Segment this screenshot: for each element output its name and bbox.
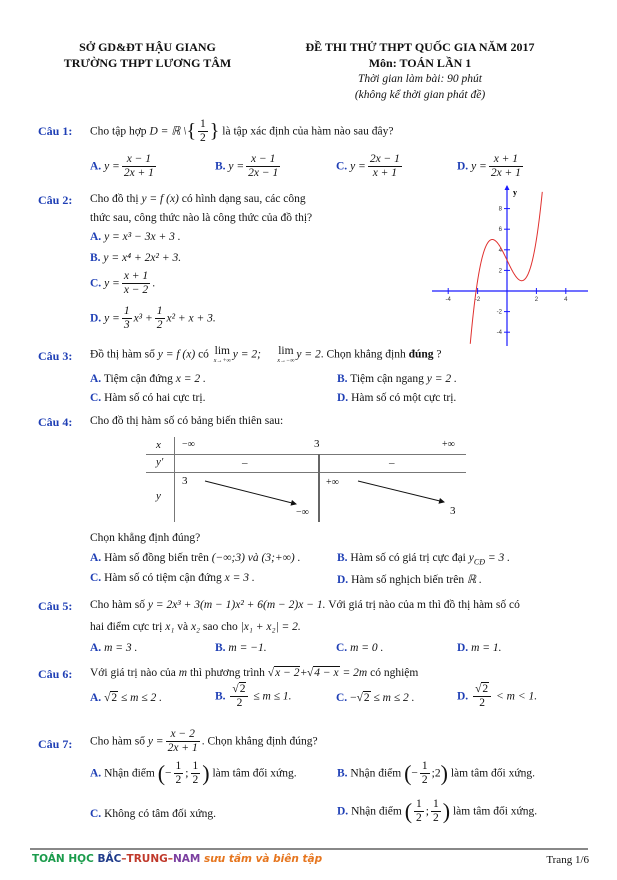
page-number: Trang 1/6: [546, 854, 589, 866]
option-text-pre: Nhận điểm: [351, 805, 402, 818]
option-text: Tiệm cận đứng: [103, 373, 173, 385]
variation-table: [146, 437, 466, 522]
option-lhs: y =: [104, 277, 120, 290]
option-expr: (−∞;3) và (3;+∞) .: [211, 552, 301, 564]
frac-num: √2: [473, 683, 491, 697]
option-tail: x² + x + 3.: [166, 312, 216, 325]
q2-option-b[interactable]: [90, 252, 181, 264]
option-letter: D.: [337, 574, 349, 586]
frac-den: 2: [192, 774, 199, 787]
q3-text-end: ?: [436, 348, 442, 361]
school-name: TRƯỜNG THPT LƯƠNG TÂM: [63, 56, 232, 70]
option-frac-1: [122, 305, 132, 332]
option-lhs: y =: [228, 160, 245, 173]
option-text: Hàm số có tiệm cận đứng: [104, 572, 222, 584]
option-tail: ≤ m ≤ 2 .: [373, 692, 415, 704]
q6-option-b[interactable]: [215, 683, 292, 710]
q2-option-a[interactable]: [90, 231, 181, 243]
option-expr: x = 2 .: [175, 373, 206, 385]
frac-den: 2: [433, 812, 439, 825]
frac-num: 1: [431, 798, 441, 812]
q5-x1: x₁: [165, 621, 175, 633]
table-row-x-label: x: [156, 439, 161, 451]
frac-num: 1: [174, 760, 184, 774]
option-expr: m = 1.: [471, 642, 502, 654]
lim-rhs: y = 2;: [232, 348, 261, 361]
q1-frac-num: 1: [198, 118, 208, 132]
question-2-line2: thức sau, công thức nào là công thức của đồ thị?: [90, 212, 313, 224]
exam-duration: Thời gian làm bài: 90 phút: [357, 73, 483, 85]
paren-close: ): [442, 798, 451, 824]
q1-option-c[interactable]: [336, 153, 404, 180]
point-sign: −: [165, 767, 172, 780]
q7-option-d[interactable]: D. Nhận điểm ( $\frac{1}{2}$ ; $\frac{1}{2}$ ) làm tâm đối xứng.: [337, 798, 538, 825]
q1-text-pre: Cho tập hợp: [90, 125, 147, 138]
paren-open: (: [404, 760, 412, 786]
option-text: Hàm số nghịch biến trên: [351, 574, 465, 586]
option-letter: B.: [90, 252, 101, 264]
option-letter: D.: [457, 690, 469, 703]
q3-option-c[interactable]: [90, 392, 205, 404]
frac-den: 2x + 1: [123, 167, 154, 180]
lim-sub: x→+∞: [213, 357, 231, 364]
q6-text-post: có nghiệm: [370, 667, 419, 679]
point-x-frac: [420, 760, 430, 787]
q5-expr: y = 2x³ + 3(m − 1)x² + 6(m − 2)x − 1.: [147, 599, 326, 611]
paren-open: (: [404, 798, 413, 824]
option-frac: [122, 270, 150, 297]
exam-note: (không kể thời gian phát đề): [354, 89, 486, 101]
option-expr: m = −1.: [228, 642, 267, 654]
option-expr: x = 3 .: [224, 572, 255, 584]
lim-word: lim: [278, 345, 294, 357]
q4-option-a[interactable]: [90, 552, 300, 564]
frac-num: 1: [191, 760, 201, 774]
q1-set-expr: D = ℝ \: [149, 125, 187, 138]
option-tail: ≤ m ≤ 1.: [253, 690, 292, 703]
school-header: [60, 39, 235, 71]
question-4-prompt: Chọn khẳng định đúng?: [90, 532, 201, 544]
option-letter: C.: [336, 642, 348, 654]
arrow-decreasing-1: [205, 481, 296, 504]
option-frac: [122, 153, 156, 180]
option-tail: < m < 1.: [496, 690, 538, 703]
footer-credit-part2: BẮC: [97, 853, 122, 865]
q5-line2-pre: hai điểm cực trị: [90, 621, 163, 633]
frac-den: 2: [175, 774, 182, 787]
option-text-post: làm tâm đối xứng.: [452, 805, 538, 818]
footer-credit-part5: sưu tầm và biên tập: [200, 853, 323, 865]
y-tick-label: -2: [496, 309, 502, 316]
frac-num: x − 1: [246, 153, 280, 167]
q1-set-frac: [198, 118, 208, 145]
option-letter: A.: [90, 373, 102, 385]
q3-text-bold: đúng: [408, 348, 434, 361]
frac-den: 2: [236, 697, 243, 710]
point-x-frac: [414, 798, 424, 825]
frac-den: 2: [479, 697, 485, 710]
q3-limit-1: [214, 346, 231, 364]
lim-sub: x→−∞: [277, 357, 295, 364]
question-5-label: Câu 5:: [38, 599, 73, 613]
table-row-yprime-label: y′: [156, 456, 164, 468]
q5-option-a[interactable]: [90, 642, 137, 654]
question-2-label: Câu 2:: [38, 193, 73, 207]
option-letter: A.: [90, 231, 102, 243]
q3-option-b[interactable]: [337, 373, 457, 385]
frac-num-sqrt: 2: [239, 683, 246, 695]
q3-option-a[interactable]: [90, 373, 206, 385]
q1-option-d[interactable]: [457, 153, 525, 180]
option-letter: B.: [215, 160, 226, 173]
option-letter: C.: [90, 572, 102, 584]
option-letter: C.: [90, 392, 102, 404]
frac-den: x + 1: [372, 167, 398, 180]
q5-text-pre: Cho hàm số: [90, 599, 145, 611]
q1-option-a[interactable]: [90, 153, 158, 180]
option-text-post: làm tâm đối xứng.: [212, 767, 297, 780]
frac-den: 2x + 1: [167, 742, 198, 755]
table-row-y-label: y: [156, 490, 161, 502]
option-expr: m = 3 .: [104, 642, 138, 654]
q5-text-post: Với giá trị nào của m thì đồ thị hàm số có: [328, 599, 520, 611]
option-text: Tiệm cận ngang: [350, 373, 424, 385]
q7-text-pre: Cho hàm số: [90, 735, 145, 748]
question-2-line1: [90, 193, 306, 205]
option-frac: [230, 683, 248, 710]
q3-expr: y = f (x): [157, 348, 196, 361]
y-tick-label: 2: [498, 268, 502, 275]
table-x-neg-inf: −∞: [182, 439, 195, 450]
option-text: Hàm số có giá trị cực đại: [350, 552, 466, 564]
option-lhs: y =: [104, 312, 120, 325]
q6-option-c[interactable]: C. −√2 ≤ m ≤ 2 .: [336, 692, 415, 704]
option-expr: y: [468, 552, 474, 564]
x-tick-label: -4: [445, 297, 451, 303]
frac-num: 1: [155, 305, 165, 319]
option-tail: .: [152, 277, 156, 290]
q7-option-b[interactable]: B. Nhận điểm (− $\frac{1}{2}$ ;2) làm tâm đối xứng.: [337, 760, 535, 787]
footer-credit-part3: –TRUNG–: [121, 853, 173, 865]
q6-option-d[interactable]: [457, 683, 537, 710]
question-3-text: [90, 346, 442, 364]
q5-option-b[interactable]: [215, 642, 267, 654]
option-letter: C.: [336, 160, 348, 173]
q3-limit-2: [277, 346, 294, 364]
option-letter: A.: [90, 160, 102, 173]
function-curve: [470, 192, 542, 344]
q4-option-d[interactable]: [337, 572, 482, 586]
q6-rhs: = 2m: [342, 667, 368, 679]
frac-num: x + 1: [122, 270, 150, 284]
q5-option-c[interactable]: [336, 642, 383, 654]
q4-option-b[interactable]: [337, 552, 510, 566]
frac-den: 2: [156, 319, 163, 332]
question-5-line1: [90, 599, 520, 611]
q3-text-mid: có: [198, 348, 209, 361]
question-4-label: Câu 4:: [38, 415, 73, 429]
question-3-label: Câu 3:: [38, 349, 73, 363]
frac-den: 2x − 1: [248, 167, 279, 180]
option-text-post: làm tâm đối xứng.: [450, 767, 535, 780]
option-frac: [473, 683, 491, 710]
option-letter: D.: [90, 312, 102, 325]
footer-divider: [30, 848, 588, 850]
question-6-text: Với giá trị nào của m thì phương trình √x − 2+√4 − x = 2m có nghiệm: [90, 667, 419, 679]
option-letter: B.: [215, 690, 226, 703]
point-y-frac: [431, 798, 441, 825]
question-6-label: Câu 6:: [38, 667, 73, 681]
question-7-label: Câu 7:: [38, 737, 73, 751]
footer-credit-part4: NAM: [172, 853, 201, 865]
q2-text-pre: Cho đồ thị: [90, 193, 139, 205]
option-tail: = 3 .: [484, 552, 510, 564]
q5-and: và: [177, 621, 189, 633]
frac-den: 2: [416, 812, 422, 825]
paren-open: (: [157, 760, 166, 786]
x-tick-label: 4: [564, 297, 568, 303]
y-axis-label: y: [513, 188, 517, 197]
frac-num: 1: [122, 305, 132, 319]
q7-frac: [166, 728, 200, 755]
question-5-line2: [90, 621, 301, 633]
q5-x2: x₂: [190, 621, 201, 633]
frac-num: x − 1: [122, 153, 156, 167]
option-sub: CĐ: [473, 557, 485, 567]
q6-sqrt-2: 4 − x: [314, 667, 339, 679]
q4-option-c[interactable]: [90, 572, 255, 584]
option-expr: ℝ .: [467, 574, 482, 586]
paren-close: ): [440, 760, 448, 786]
frac-den: 2: [421, 774, 428, 787]
option-lhs: y =: [350, 160, 366, 173]
option-sqrt: 2: [111, 692, 118, 704]
option-text: Hàm số có một cực trị.: [351, 392, 457, 404]
exam-header: [280, 39, 560, 103]
option-letter: A.: [90, 642, 102, 654]
option-lhs: y =: [471, 160, 487, 173]
paren-close: ): [202, 760, 210, 786]
y-tick-label: 4: [498, 247, 502, 254]
option-letter: D.: [337, 392, 349, 404]
frac-num: 2x − 1: [368, 153, 402, 167]
q6-text-pre: Với giá trị nào của: [90, 667, 176, 679]
exam-subject: Môn: TOÁN LẦN 1: [368, 56, 472, 70]
option-frac: [368, 153, 402, 180]
table-yprime-sign-2: –: [389, 457, 395, 469]
option-frac-2: [155, 305, 165, 332]
point-y-frac: [191, 760, 201, 787]
question-1-label: Câu 1:: [38, 124, 73, 138]
y-tick-label: 6: [498, 227, 502, 234]
lim-word: lim: [214, 345, 230, 357]
footer-credit: [32, 853, 322, 865]
option-text: Hàm số có hai cực trị.: [104, 392, 206, 404]
q5-line2-mid: sao cho: [202, 621, 238, 633]
option-letter: A.: [90, 552, 102, 564]
option-letter: C.: [90, 808, 102, 820]
y-tick-label: -4: [496, 330, 502, 337]
q6-option-a[interactable]: A. √2 ≤ m ≤ 2 .: [90, 692, 163, 704]
q7-text-post: . Chọn khẳng định đúng?: [201, 735, 318, 748]
frac-den: 2x + 1: [490, 167, 521, 180]
frac-num: 1: [420, 760, 430, 774]
y-tick-label: 8: [498, 206, 502, 213]
question-1-text: [90, 118, 393, 145]
q1-frac-den: 2: [200, 132, 206, 145]
frac-num: x − 2: [166, 728, 200, 742]
option-letter: A.: [90, 692, 102, 704]
lim-rhs: y = 2: [296, 348, 321, 361]
option-letter: D.: [457, 160, 469, 173]
option-pre: −: [350, 692, 357, 704]
q1-option-b[interactable]: [215, 153, 282, 180]
frac-num: √2: [230, 683, 248, 697]
option-letter: B.: [337, 767, 348, 780]
option-letter: B.: [337, 373, 348, 385]
q7-lhs: y =: [147, 735, 164, 748]
option-text-pre: Nhận điểm: [350, 767, 402, 780]
question-4-text: Cho đồ thị hàm số có bảng biến thiên sau:: [90, 415, 284, 427]
q7-option-c[interactable]: [90, 808, 216, 820]
arrow-decreasing-2: [358, 481, 444, 502]
question-7-text: [90, 728, 318, 755]
option-sqrt: 2: [363, 692, 370, 704]
option-letter: D.: [457, 642, 469, 654]
option-frac: [246, 153, 280, 180]
x-tick-label: 2: [534, 297, 539, 303]
q1-brace-open: {: [186, 120, 197, 143]
table-y-left-bottom: −∞: [296, 507, 309, 518]
q2-option-c[interactable]: [90, 270, 155, 297]
frac-num: x + 1: [489, 153, 523, 167]
option-mid: x³ +: [133, 312, 153, 325]
q1-text-post: là tập xác định của hàm nào sau đây?: [222, 125, 394, 138]
q2-option-d[interactable]: [90, 305, 216, 332]
option-text-pre: Nhận điểm: [104, 767, 155, 780]
exam-title: ĐỀ THI THỬ THPT QUỐC GIA NĂM 2017: [305, 40, 535, 54]
q7-option-a[interactable]: A. Nhận điểm (− $\frac{1}{2}$ ; $\frac{1}{2}$ ) làm tâm đối xứng.: [90, 760, 297, 787]
q6-text-mid: thì phương trình: [189, 667, 265, 679]
table-y-right-top: +∞: [326, 477, 339, 488]
frac-den: 3: [123, 319, 130, 332]
point-x-frac: [174, 760, 184, 787]
y-axis-arrow: [505, 185, 510, 190]
option-text: Hàm số đồng biến trên: [104, 552, 209, 564]
frac-num-sqrt: 2: [482, 683, 489, 695]
option-letter: D.: [337, 805, 349, 818]
footer-credit-part1: TOÁN HỌC: [32, 853, 98, 865]
point-y: 2: [434, 767, 441, 780]
q3-text-pre: Đồ thị hàm số: [90, 348, 155, 361]
q5-line2-expr: |x₁ + x₂| = 2.: [240, 621, 301, 633]
q2-expr: y = f (x): [141, 193, 179, 205]
table-arrows: [146, 437, 466, 522]
option-tail: ≤ m ≤ 2 .: [121, 692, 163, 704]
frac-num: 1: [414, 798, 424, 812]
table-x-3: 3: [314, 438, 320, 450]
option-expr: y = x³ − 3x + 3 .: [104, 231, 181, 243]
option-frac: [489, 153, 523, 180]
table-y-left-top: 3: [182, 475, 188, 487]
department-name: SỞ GD&ĐT HẬU GIANG: [79, 40, 216, 54]
option-letter: C.: [336, 692, 348, 704]
q3-option-d[interactable]: [337, 392, 456, 404]
table-x-pos-inf: +∞: [442, 439, 455, 450]
table-yprime-sign-1: –: [242, 457, 248, 469]
option-text: Không có tâm đối xứng.: [104, 808, 217, 820]
q6-sqrt-1: x − 2: [275, 667, 300, 679]
option-expr: y = x⁴ + 2x² + 3.: [103, 252, 182, 264]
option-expr: m = 0 .: [350, 642, 384, 654]
option-lhs: y =: [104, 160, 120, 173]
option-letter: B.: [337, 552, 348, 564]
frac-den: x − 2: [123, 284, 149, 297]
function-graph: [430, 183, 590, 348]
point-sign: −: [411, 767, 418, 780]
option-letter: B.: [215, 642, 226, 654]
q3-text-post: . Chọn khẳng định: [320, 348, 406, 361]
option-letter: C.: [90, 277, 102, 290]
option-letter: A.: [90, 767, 102, 780]
q1-brace-close: }: [209, 120, 220, 143]
q6-var: m: [178, 667, 188, 679]
x-tick-label: -2: [474, 297, 481, 303]
q5-option-d[interactable]: [457, 642, 502, 654]
q2-text-post: có hình dạng sau, các công: [181, 193, 306, 205]
table-y-right-bottom: 3: [450, 505, 456, 517]
option-expr: y = 2 .: [426, 373, 457, 385]
